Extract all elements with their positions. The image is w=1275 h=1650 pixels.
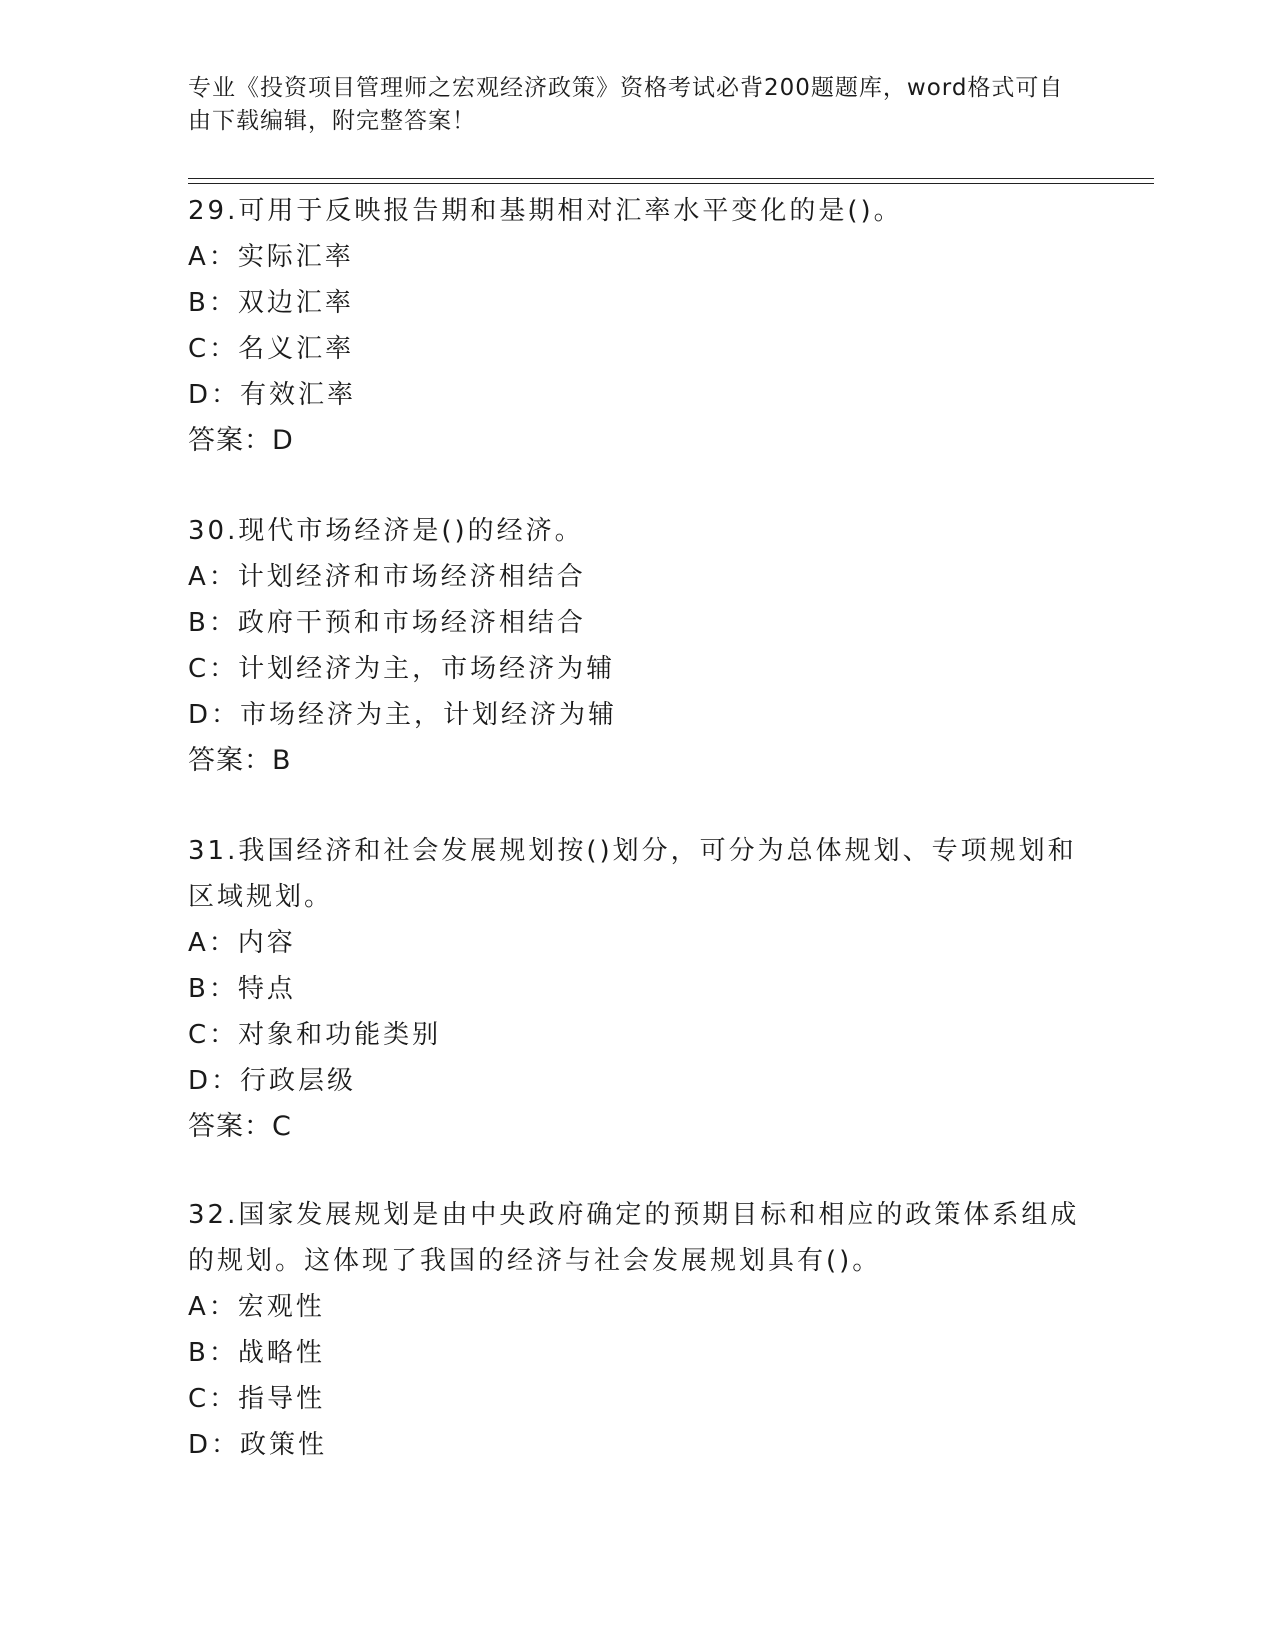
- option-a: A：计划经济和市场经济相结合: [188, 562, 586, 592]
- option-d: D：有效汇率: [188, 380, 357, 410]
- option-b: B：战略性: [188, 1338, 325, 1368]
- option-c: C：对象和功能类别: [188, 1020, 442, 1050]
- question-stem: 32.国家发展规划是由中央政府确定的预期目标和相应的政策体系组成的规划。这体现了我国的经济与社会发展规划具有()。: [188, 1200, 1080, 1276]
- question-29: [188, 188, 1088, 464]
- option-d: D：政策性: [188, 1430, 328, 1460]
- question-stem: 29.可用于反映报告期和基期相对汇率水平变化的是()。: [188, 196, 903, 226]
- document-intro: 专业《投资项目管理师之宏观经济政策》资格考试必背200题题库，word格式可自由下载编辑，附完整答案！: [188, 75, 1064, 134]
- question-stem: 30.现代市场经济是()的经济。: [188, 516, 584, 546]
- option-d: D：市场经济为主，计划经济为辅: [188, 700, 618, 730]
- question-30: [188, 508, 1088, 784]
- option-c: C：指导性: [188, 1384, 326, 1414]
- question-32: [188, 1192, 1088, 1468]
- option-a: A：内容: [188, 928, 296, 958]
- answer-line: 答案：B: [188, 745, 292, 776]
- option-c: C：计划经济为主，市场经济为辅: [188, 654, 616, 684]
- option-b: B：特点: [188, 974, 296, 1004]
- option-a: A：实际汇率: [188, 242, 354, 272]
- option-b: B：政府干预和市场经济相结合: [188, 608, 586, 638]
- answer-line: 答案：C: [188, 1111, 292, 1142]
- question-stem: 31.我国经济和社会发展规划按()划分，可分为总体规划、专项规划和区域规划。: [188, 836, 1077, 912]
- option-a: A：宏观性: [188, 1292, 325, 1322]
- option-d: D：行政层级: [188, 1066, 357, 1096]
- option-b: B：双边汇率: [188, 288, 354, 318]
- answer-line: 答案：D: [188, 425, 294, 456]
- header-divider-bottom: [188, 183, 1154, 184]
- header-divider-top: [188, 178, 1154, 179]
- question-31: [188, 828, 1088, 1150]
- option-c: C：名义汇率: [188, 334, 355, 364]
